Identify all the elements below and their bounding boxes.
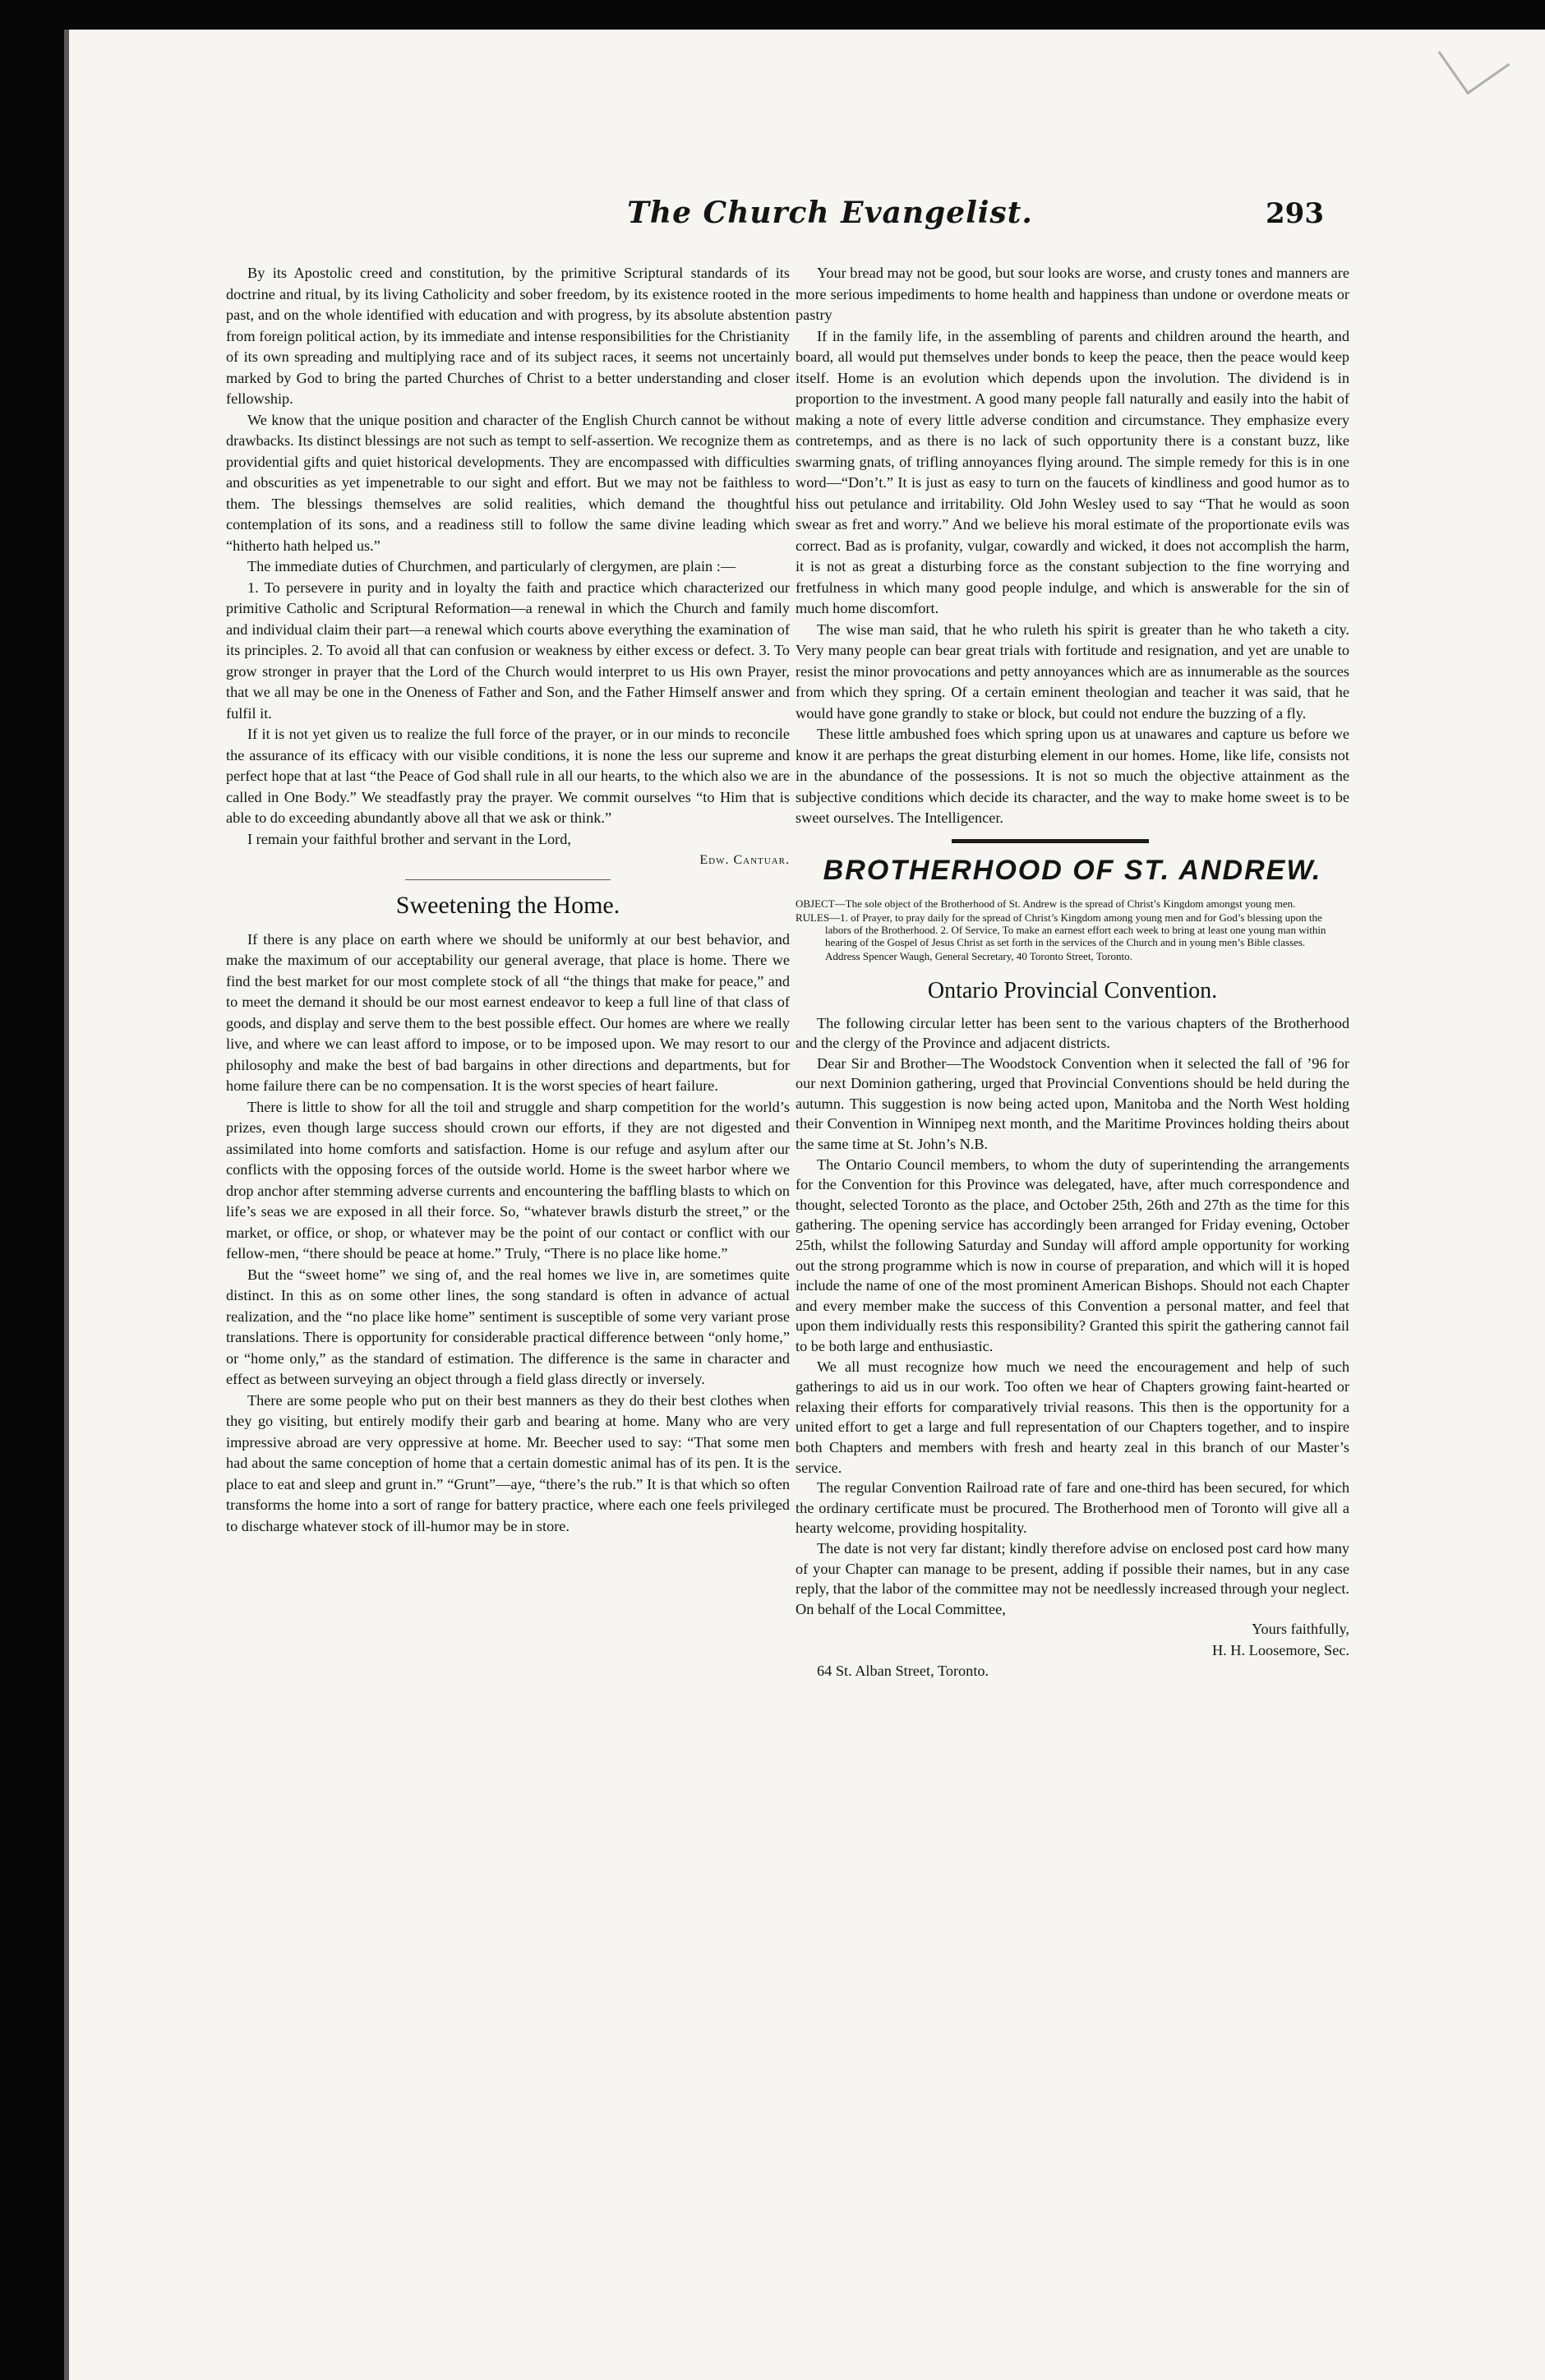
letter-paragraph: The following circular letter has been sent to the various chapters of the Brotherhood and the clergy of the Province and adjacent districts. — [796, 1014, 1349, 1052]
brotherhood-object — [796, 897, 1349, 910]
page-number: 293 — [1266, 197, 1324, 230]
article-title-sweetening: Sweetening the Home. — [395, 891, 620, 919]
letter-paragraph: We all must recognize how much we need the encouragement and help of such gatherings to aid us in our work. Too often we hear of Chapters growing faint-hearted or relaxing their efforts for comparatively trivial reasons. This then is the opportunity for a united effort to get a large and full representation of our Chapters together, and to inspire both Chapters and members with fresh and hearty zeal in this branch of our Master’s service. — [796, 1358, 1349, 1476]
object-text: OBJECT—The sole object of the Brotherhood of St. Andrew is the spread of Christ’s Kingdom amongst young men. — [796, 897, 1296, 910]
letter-closing: Yours faithfully, — [1252, 1621, 1349, 1638]
article-paragraph: There is little to show for all the toil and struggle and sharp competition for the world’s prizes, even though large success should crown our efforts, if they are not digested and assimilated into home comforts and satisfaction. Home is our refuge and asylum after our conflicts with the opposing forces of the outside world. Home is the sweet harbor where we drop anchor after stemming adverse currents and encountering the baffling blasts to which on life’s seas we are exposed in all their force. So, “whatever brawls disturb the street,” or the market, or office, or shop, or whatever may be the point of our contact or conflict with our fellow-men, “there should be peace at home.” Truly, “There is no place like home.” — [226, 1098, 790, 1261]
section-divider — [405, 879, 611, 880]
letter-signature: Edw. Cantuar. — [699, 853, 790, 867]
letter-paragraph: By its Apostolic creed and constitution, by the primitive Scriptural standards of its doctrine and ritual, by its living Catholicity and sober freedom, by its existence rooted in the past, and on the whole identified with education and with progress, by its absolute abstention from foreign political action, by its immediate and intense responsibilities for the Christianity of its own spreading and multiplying race and of its subject races, it seems not uncertainly marked by God to bring the parted Churches of Christ to a better understanding and closer fellowship. — [226, 265, 790, 407]
running-title: The Church Evangelist. — [627, 196, 1033, 230]
page-edge — [64, 30, 69, 2380]
letter-secretary: H. H. Loosemore, Sec. — [1211, 1641, 1349, 1658]
article-paragraph: These little ambushed foes which spring upon us at unawares and capture us before we know it are perhaps the great disturbing element in our homes. Home, like life, consists not in the abundance of the possessions. It is not so much the objective attainment as the subjective conditions which decide its character, and the way to make home sweet is to be sweet ourselves. The Intelligencer. — [796, 726, 1349, 826]
ontario-letter — [796, 1013, 1349, 1620]
right-column — [796, 263, 1349, 1682]
letter-paragraph: Dear Sir and Brother—The Woodstock Convention when it selected the fall of ’96 for our next Dominion gathering, urged that Provincial Conventions should be held during the autumn. This suggestion is now being acted upon, Manitoba and the North West holding their Convention in Winnipeg next month, and the Maritime Provinces holding theirs about the same time at St. John’s N.B. — [796, 1054, 1349, 1153]
letter-paragraph: If it is not yet given us to realize the full force of the prayer, or in our minds to reconcile the assurance of its efficacy with our visible conditions, it is none the less our supreme and perfect hope that at last “the Peace of God shall rule in all our hearts, to the which also we are called in One Body.” We steadfastly pray the prayer. We commit ourselves “to Him that is able to do exceeding abundantly above all that we ask or think.” — [226, 726, 790, 826]
brotherhood-heading: BROTHERHOOD OF ST. ANDREW. — [823, 854, 1322, 886]
article-paragraph: Your bread may not be good, but sour looks are worse, and crusty tones and manners are more serious impediments to home health and happiness than undone or overdone meats or pastry — [796, 265, 1349, 323]
page-header — [542, 196, 1324, 245]
letter-paragraph: The regular Convention Railroad rate of fare and one-third has been secured, for which the ordinary certificate must be procured. The Brotherhood men of Toronto will give all a hearty welcome, providing hospitality. — [796, 1479, 1349, 1537]
brotherhood-address: Address Spencer Waugh, General Secretary, 40 Toronto Street, Toronto. — [825, 949, 1132, 962]
article-paragraph: But the “sweet home” we sing of, and the real homes we live in, are sometimes quite distinct. In this as on some other lines, the song standard is often in advance of actual realization, and the “no place like home” sentiment is susceptible of some very variant prose translations. There is opportunity for considerable practical difference between “only home,” or “home only,” as the standard of estimation. The difference is the same in character and effect as between surveying an object through a field glass directly or inversely. — [226, 1266, 790, 1387]
article-paragraph: If there is any place on earth where we should be uniformly at our best behavior, and make the maximum of our acceptability our general average, that place is home. There we find the best market for our most complete stock of all “the things that make for peace,” and to meet the demand it should be our most earnest endeavor to keep a full line of that class of goods, and display and serve them to the best possible effect. Our homes are where we really live, and where we can least afford to impose, or to be imposed upon. We may resort to our philosophy and make the best of bad bargains in other directions and departments, but for home failure there can be no compensation. It is the worst species of heart failure. — [226, 930, 790, 1094]
rules-text: RULES—1. of Prayer, to pray daily for the spread of Christ’s Kingdom among young men and for God’s blessing upon the labors of the Brotherhood. 2. Of Service, To make an earnest effort each week to bring at least one young man within hearing of the Gospel of Jesus Christ as set forth in the services of the Church and in young men’s Bible classes. — [796, 911, 1326, 948]
article-paragraph: If in the family life, in the assembling of parents and children around the hearth, and board, all would put themselves under bonds to keep the peace, then the peace would keep itself. Home is an evolution which depends upon the involution. The dividend is in proportion to the investment. A good many people fall naturally and easily into the habit of making a note of every little adverse condition and circumstance. They emphasize every contretemps, and as there is no lack of such opportunity there is a constant buzz, like swarming gnats, of trifling annoyances flying around. The simple remedy for this is in one word—“Don’t.” It is just as easy to turn on the faucets of kindliness and good humor as to hiss out petulance and irritability. Old John Wesley used to say “That he would as soon swear as fret and worry.” And we believe his moral estimate of the proportionate evils was correct. Bad as is profanity, vulgar, cowardly and wicked, it does not accomplish the harm, it is not as great a disturbing force as the constant subjection to the fine worrying and fretfulness in which many good people indulge, and which is answerable for the sin of much home discomfort. — [796, 327, 1349, 616]
article-paragraph: There are some people who put on their best manners as they do their best clothes when they go visiting, but entirely modify their garb and bearing at home. Many who are very impressive abroad are very oppressive at home. Mr. Beecher used to say: “That some men had about the same conception of home that a certain domestic animal has of its pen. It is the place to eat and sleep and grunt in.” “Grunt”—aye, “there’s the rub.” It is that which so often transforms the home into a sort of range for battery practice, where each one feels privileged to discharge whatever stock of ill-humor may be in store. — [226, 1391, 790, 1534]
letter-paragraph: I remain your faithful brother and servant in the Lord, — [247, 830, 571, 847]
brotherhood-rules — [796, 911, 1349, 948]
left-column — [226, 263, 790, 1537]
letter-paragraph: The immediate duties of Churchmen, and particularly of clergymen, are plain :— — [247, 558, 736, 574]
article-title-ontario: Ontario Provincial Convention. — [927, 977, 1218, 1003]
letter-address: 64 St. Alban Street, Toronto. — [817, 1663, 989, 1680]
letter-paragraph: The date is not very far distant; kindly therefore advise on enclosed post card how many of your Chapter can manage to be present, adding if possible their names, but in any case reply, that the labor of the committee may not be needlessly increased through your neglect. On behalf of the Local Committee, — [796, 1539, 1349, 1617]
letter-paragraph: The Ontario Council members, to whom the duty of superintending the arrangements for the Convention for this Province was delegated, have, after much correspondence and thought, selected Toronto as the place, and October 25th, 26th and 27th as the time for this gathering. The opening service has accordingly been arranged for Friday evening, October 25th, whilst the following Saturday and Sunday will afford ample opportunity for working out the strong programme which is now in course of preparation, and which will it is hoped include the name of one of the most prominent American Bishops. Should not each Chapter and every member make the success of this Convention a personal matter, and feel that upon them individually rests this responsibility? Granted this spirit the gathering cannot fail to be both large and enthusiastic. — [796, 1155, 1349, 1354]
section-divider-heavy — [952, 839, 1149, 843]
article-paragraph: The wise man said, that he who ruleth his spirit is greater than he who taketh a city. Very many people can bear great trials with fortitude and resignation, and yet are unable to resist the minor provocations and petty annoyances which are as innumerable as the sources from which they spring. Of a certain eminent theologian and teacher it was said, that he would have gone grandly to stake or block, but could not endure the buzzing of a fly. — [796, 620, 1349, 722]
letter-paragraph: We know that the unique position and character of the English Church cannot be without drawbacks. Its distinct blessings are not such as tempt to self-assertion. We recognize them as providential gifts and quiet historical developments. They are encompassed with difficulties and obscurities as yet impenetrable to our sight and effort. But we may not be faithless to them. The blessings themselves are solid realities, which demand the thoughtful contemplation of its sons, and a readiness still to follow the same divine leading which “hitherto hath helped us.” — [226, 411, 790, 554]
letter-paragraph: 1. To persevere in purity and in loyalty the faith and practice which characterized our primitive Catholic and Scriptural Reformation—a renewal in which the Church and family and individual claim their part—a renewal which courts above everything the examination of its principles. 2. To avoid all that can confusion or weakness by either excess or defect. 3. To grow stronger in prayer that the Lord of the Church would interpret to us His own Prayer, that we all may be one in the Oneness of Father and Son, and the Father Himself answer and fulfil it. — [226, 579, 790, 722]
